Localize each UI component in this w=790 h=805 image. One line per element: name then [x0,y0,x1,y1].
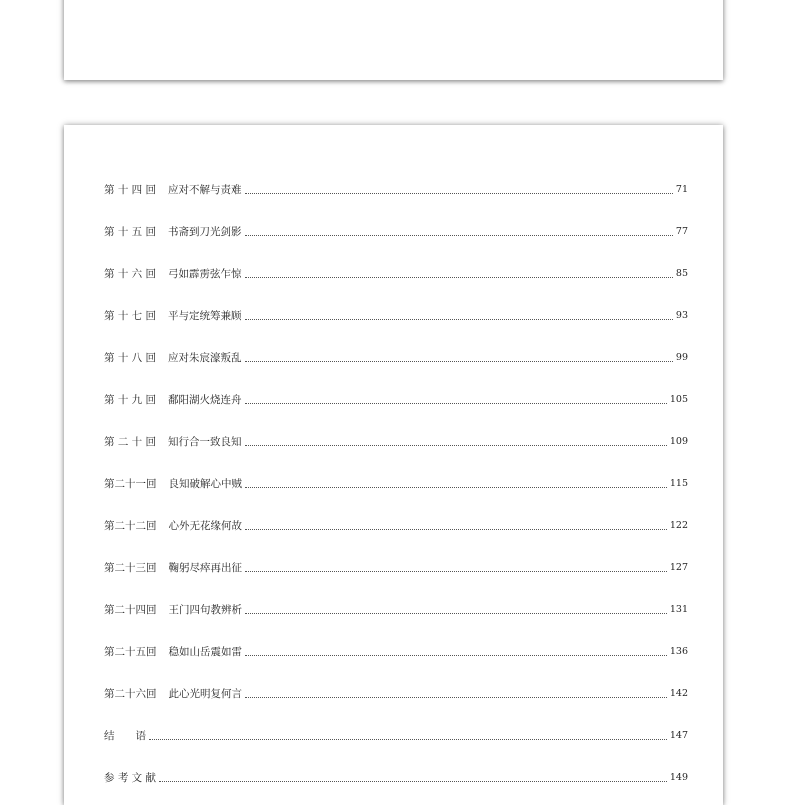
toc-row[interactable] [104,559,688,575]
chapter-number: 第 十 四 回 [104,184,157,196]
chapter-number: 第二十六回 [104,688,157,700]
toc-row[interactable] [104,265,688,281]
chapter-title: 此心光明复何言 [168,688,242,700]
chapter-title: 稳如山岳震如雷 [168,646,242,658]
dot-leader [245,487,667,488]
chapter-title: 平与定统筹兼顾 [168,310,242,322]
toc-row[interactable] [104,475,688,491]
dot-leader [159,781,667,782]
chapter-title: 知行合一致良知 [168,436,242,448]
page-number: 109 [669,436,688,447]
chapter-number: 第 十 六 回 [104,268,157,280]
chapter-number: 第二十三回 [104,562,157,574]
chapter-number: 第 十 五 回 [104,226,157,238]
page-number: 71 [675,184,688,195]
page-number: 85 [675,268,688,279]
chapter-title: 良知破解心中贼 [168,478,242,490]
toc-row[interactable] [104,223,688,239]
dot-leader [245,655,667,656]
chapter-number: 第 十 九 回 [104,394,157,406]
page-number: 127 [669,562,688,573]
page-number: 93 [675,310,688,321]
dot-leader [245,235,673,236]
toc-row[interactable] [104,601,688,617]
dot-leader [149,739,667,740]
dot-leader [245,193,673,194]
toc-page [64,125,723,805]
references-label: 参 考 文 献 [104,772,157,784]
chapter-title: 应对朱宸濠叛乱 [168,352,242,364]
page-number: 77 [675,226,688,237]
chapter-number: 第二十五回 [104,646,157,658]
dot-leader [245,529,667,530]
toc-row[interactable] [104,643,688,659]
dot-leader [245,571,667,572]
chapter-title: 鄱阳湖火烧连舟 [168,394,242,406]
toc-row[interactable] [104,307,688,323]
dot-leader [245,277,673,278]
chapter-title: 应对不解与责难 [168,184,242,196]
toc-row[interactable] [104,769,688,785]
page-number: 136 [669,646,688,657]
chapter-title: 心外无花缘何故 [168,520,242,532]
chapter-number: 第二十一回 [104,478,157,490]
page-number: 142 [669,688,688,699]
dot-leader [245,403,667,404]
toc-row[interactable] [104,727,688,743]
chapter-title: 鞠躬尽瘁再出征 [168,562,242,574]
page-number: 122 [669,520,688,531]
chapter-title: 王门四句教辨析 [168,604,242,616]
page-number: 115 [669,478,688,489]
page-number: 149 [669,772,688,783]
page-number: 99 [675,352,688,363]
chapter-number: 第二十二回 [104,520,157,532]
previous-page [64,0,723,80]
toc-row[interactable] [104,349,688,365]
page-number: 105 [669,394,688,405]
toc-row[interactable] [104,433,688,449]
toc-row[interactable] [104,685,688,701]
dot-leader [245,613,667,614]
toc-row[interactable] [104,517,688,533]
dot-leader [245,445,667,446]
dot-leader [245,319,673,320]
page-number: 147 [669,730,688,741]
page-number: 131 [669,604,688,615]
chapter-number: 第 十 八 回 [104,352,157,364]
dot-leader [245,361,673,362]
chapter-number: 第 二 十 回 [104,436,157,448]
toc-row[interactable] [104,391,688,407]
chapter-number: 第二十四回 [104,604,157,616]
chapter-number: 第 十 七 回 [104,310,157,322]
chapter-title: 弓如霹雳弦乍惊 [168,268,242,280]
chapter-title: 书斋到刀光剑影 [168,226,242,238]
dot-leader [245,697,667,698]
toc-row[interactable] [104,181,688,197]
conclusion-label: 结 语 [104,730,146,742]
